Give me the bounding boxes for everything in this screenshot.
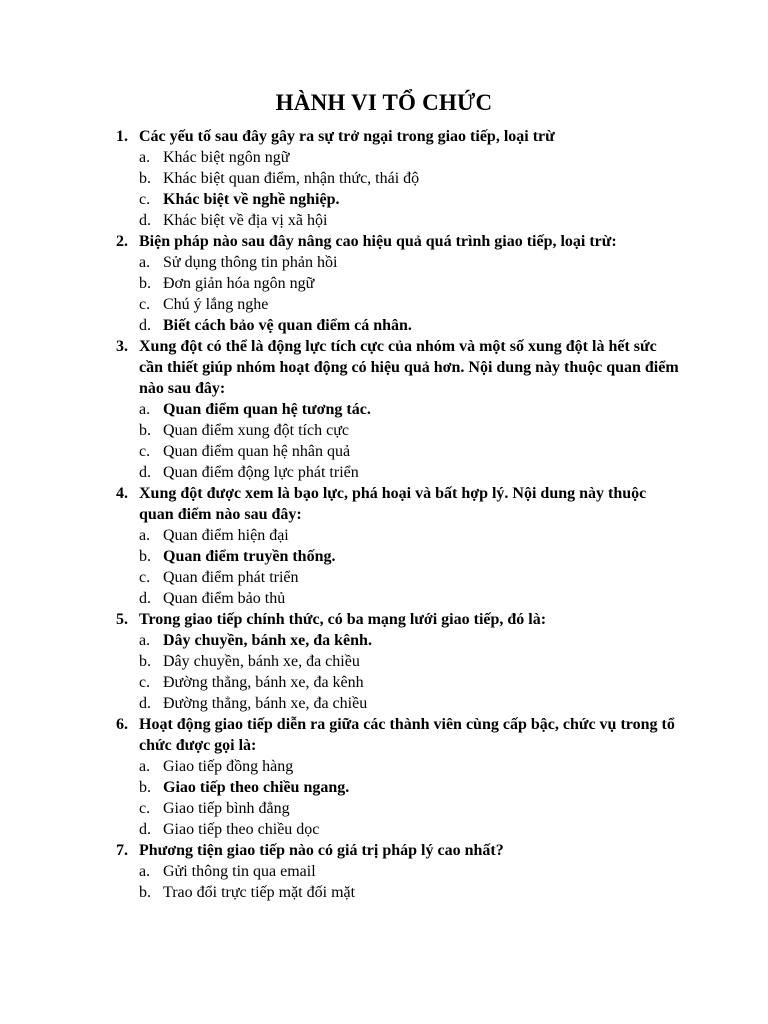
answer-letter: d. — [139, 695, 151, 712]
answer-letter: a. — [139, 632, 151, 649]
answer-letter: b. — [139, 548, 151, 565]
answer-letter: c. — [139, 296, 151, 313]
answer-letter: a. — [139, 254, 151, 271]
answer-option — [0, 861, 768, 882]
question-number: 4. — [116, 485, 128, 502]
question-item — [0, 840, 768, 903]
question-number: 2. — [116, 233, 128, 250]
answer-letter: c. — [139, 443, 151, 460]
answer-letter: c. — [139, 674, 151, 691]
question-item — [0, 714, 768, 840]
question-number: 5. — [116, 611, 128, 628]
answer-text: Quan điểm quan hệ tương tác. — [163, 401, 371, 418]
question-number: 7. — [116, 842, 128, 859]
answer-option-correct — [0, 630, 768, 651]
answer-list — [0, 630, 768, 714]
question-item — [0, 126, 768, 231]
answer-letter: a. — [139, 401, 151, 418]
answer-text: Khác biệt về nghề nghiệp. — [163, 191, 340, 208]
answer-letter: d. — [139, 464, 151, 481]
answer-text: Đường thẳng, bánh xe, đa chiều — [163, 695, 368, 712]
answer-letter: d. — [139, 212, 151, 229]
answer-text: Quan điểm quan hệ nhân quả — [163, 443, 351, 460]
answer-text: Quan điểm xung đột tích cực — [163, 422, 349, 439]
answer-option — [0, 420, 768, 441]
question-item — [0, 231, 768, 336]
answer-text: Giao tiếp bình đẳng — [163, 800, 290, 817]
answer-text: Khác biệt về địa vị xã hội — [163, 212, 328, 229]
answer-option — [0, 819, 768, 840]
question-number: 3. — [116, 338, 128, 355]
answer-letter: c. — [139, 191, 151, 208]
question-text: Phương tiện giao tiếp nào có giá trị pháp lý cao nhất? — [139, 842, 504, 859]
answer-text: Đơn giản hóa ngôn ngữ — [163, 275, 315, 292]
answer-letter: b. — [139, 779, 151, 796]
answer-option — [0, 525, 768, 546]
answer-text: Quan điểm truyền thống. — [163, 548, 336, 565]
question-text: Các yếu tố sau đây gây ra sự trở ngại trong giao tiếp, loại trừ — [139, 128, 555, 145]
question-item — [0, 609, 768, 714]
answer-letter: c. — [139, 800, 151, 817]
answer-text: Quan điểm hiện đại — [163, 527, 289, 544]
answer-option-correct — [0, 189, 768, 210]
answer-option — [0, 168, 768, 189]
answer-letter: b. — [139, 170, 151, 187]
question-number: 1. — [116, 128, 128, 145]
question-item — [0, 483, 768, 609]
answer-text: Quan điểm động lực phát triển — [163, 464, 359, 481]
answer-letter: b. — [139, 275, 151, 292]
answer-text: Khác biệt ngôn ngữ — [163, 149, 290, 166]
answer-list — [0, 147, 768, 231]
answer-list — [0, 399, 768, 483]
answer-letter: d. — [139, 590, 151, 607]
answer-option — [0, 273, 768, 294]
question-text: Trong giao tiếp chính thức, có ba mạng lưới giao tiếp, đó là: — [139, 611, 547, 628]
answer-text: Giao tiếp đồng hàng — [163, 758, 294, 775]
answer-text: Chú ý lắng nghe — [163, 296, 269, 313]
answer-letter: d. — [139, 317, 151, 334]
answer-option — [0, 798, 768, 819]
answer-text: Quan điểm phát triển — [163, 569, 299, 586]
answer-text: Trao đổi trực tiếp mặt đối mặt — [163, 884, 356, 901]
answer-option — [0, 294, 768, 315]
answer-text: Dây chuyền, bánh xe, đa chiều — [163, 653, 360, 670]
answer-text: Khác biệt quan điểm, nhận thức, thái độ — [163, 170, 420, 187]
answer-option — [0, 693, 768, 714]
answer-option-correct — [0, 546, 768, 567]
answer-option — [0, 210, 768, 231]
answer-text: Giao tiếp theo chiều dọc — [163, 821, 320, 838]
question-number: 6. — [116, 716, 128, 733]
question-text: Biện pháp nào sau đây nâng cao hiệu quả quá trình giao tiếp, loại trừ: — [139, 233, 617, 250]
answer-list — [0, 861, 768, 903]
answer-text: Đường thẳng, bánh xe, đa kênh — [163, 674, 364, 691]
answer-text: Giao tiếp theo chiều ngang. — [163, 779, 350, 796]
answer-letter: b. — [139, 653, 151, 670]
answer-letter: b. — [139, 422, 151, 439]
answer-letter: a. — [139, 758, 151, 775]
answer-letter: a. — [139, 863, 151, 880]
question-text: Xung đột được xem là bạo lực, phá hoại và bất hợp lý. Nội dung này thuộc quan điểm nào sau đây: — [139, 485, 647, 523]
answer-option — [0, 441, 768, 462]
answer-letter: b. — [139, 884, 151, 901]
answer-option — [0, 882, 768, 903]
answer-text: Dây chuyền, bánh xe, đa kênh. — [163, 632, 372, 649]
answer-option-correct — [0, 399, 768, 420]
answer-text: Gửi thông tin qua email — [163, 863, 316, 880]
answer-letter: c. — [139, 569, 151, 586]
question-text: Xung đột có thể là động lực tích cực của nhóm và một số xung đột là hết sức cần thiết giúp nhóm hoạt động có hiệu quả hơn. Nội dung này thuộc quan điểm nào sau đây: — [139, 338, 679, 397]
answer-option — [0, 651, 768, 672]
answer-option-correct — [0, 777, 768, 798]
answer-text: Sử dụng thông tin phản hồi — [163, 254, 338, 271]
answer-option — [0, 756, 768, 777]
answer-list — [0, 252, 768, 336]
answer-option — [0, 588, 768, 609]
answer-list — [0, 756, 768, 840]
answer-text: Quan điểm bảo thủ — [163, 590, 286, 607]
answer-option — [0, 147, 768, 168]
answer-option — [0, 567, 768, 588]
document-title: HÀNH VI TỔ CHỨC — [275, 90, 493, 115]
answer-text: Biết cách bảo vệ quan điểm cá nhân. — [163, 317, 412, 334]
answer-option — [0, 672, 768, 693]
answer-option — [0, 462, 768, 483]
answer-option — [0, 252, 768, 273]
question-item — [0, 336, 768, 483]
answer-letter: a. — [139, 149, 151, 166]
question-list — [0, 126, 768, 903]
answer-list — [0, 525, 768, 609]
answer-option-correct — [0, 315, 768, 336]
answer-letter: d. — [139, 821, 151, 838]
answer-letter: a. — [139, 527, 151, 544]
question-text: Hoạt động giao tiếp diễn ra giữa các thành viên cùng cấp bậc, chức vụ trong tổ chức được gọi là: — [139, 716, 675, 754]
